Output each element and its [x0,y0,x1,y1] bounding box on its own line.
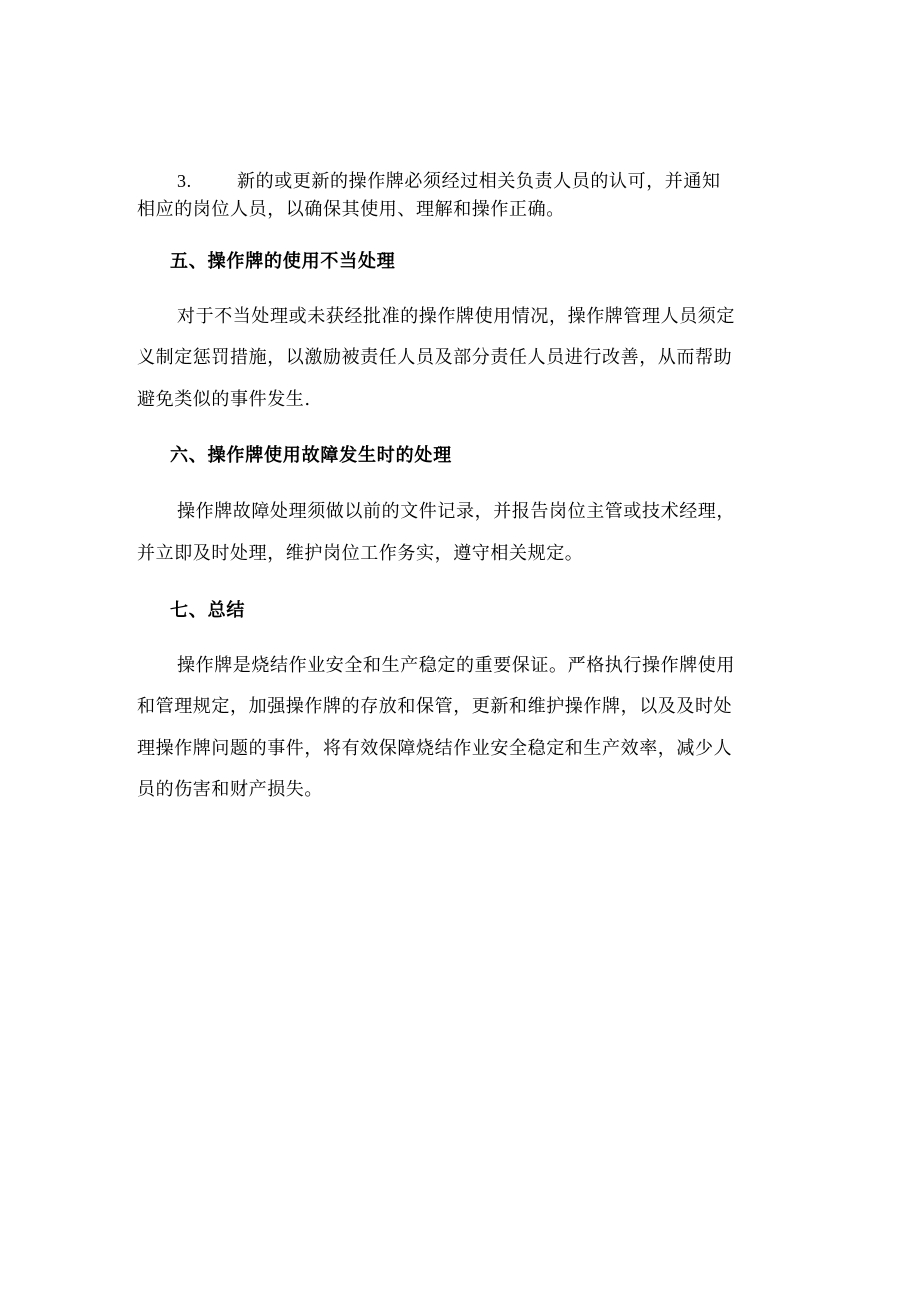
section-5-paragraph-line-2: 义制定惩罚措施，以激励被责任人员及部分责任人员进行改善，从而帮助 [137,347,733,368]
item-3-line-2: 相应的岗位人员，以确保其使用、理解和操作正确。 [137,199,565,220]
section-5-paragraph-line-1: 对于不当处理或未获经批准的操作牌使用情况，操作牌管理人员须定 [177,306,735,327]
section-6-paragraph-line-2: 并立即及时处理，维护岗位工作务实，遵守相关规定。 [137,543,584,564]
item-3-number: 3. [177,171,192,191]
section-7-paragraph-line-2: 和管理规定，加强操作牌的存放和保管，更新和维护操作牌，以及及时处 [137,696,733,717]
section-7-heading: 七、总结 [170,600,246,621]
item-3-line-1 [177,170,721,193]
section-6-paragraph-line-1: 操作牌故障处理须做以前的文件记录，并报告岗位主管或技术经理， [177,501,735,522]
section-7-paragraph-line-4: 员的伤害和财产损失。 [137,779,323,800]
section-7-paragraph-line-1: 操作牌是烧结作业安全和生产稳定的重要保证。严格执行操作牌使用 [177,655,735,676]
section-5-paragraph-line-3: 避免类似的事件发生. [137,389,311,410]
section-7-paragraph-line-3: 理操作牌问题的事件，将有效保障烧结作业安全稳定和生产效率，减少人 [137,738,733,759]
item-3-text: 新的或更新的操作牌必须经过相关负责人员的认可，并通知 [237,171,721,192]
section-6-heading: 六、操作牌使用故障发生时的处理 [170,445,452,466]
section-5-heading: 五、操作牌的使用不当处理 [170,251,396,272]
